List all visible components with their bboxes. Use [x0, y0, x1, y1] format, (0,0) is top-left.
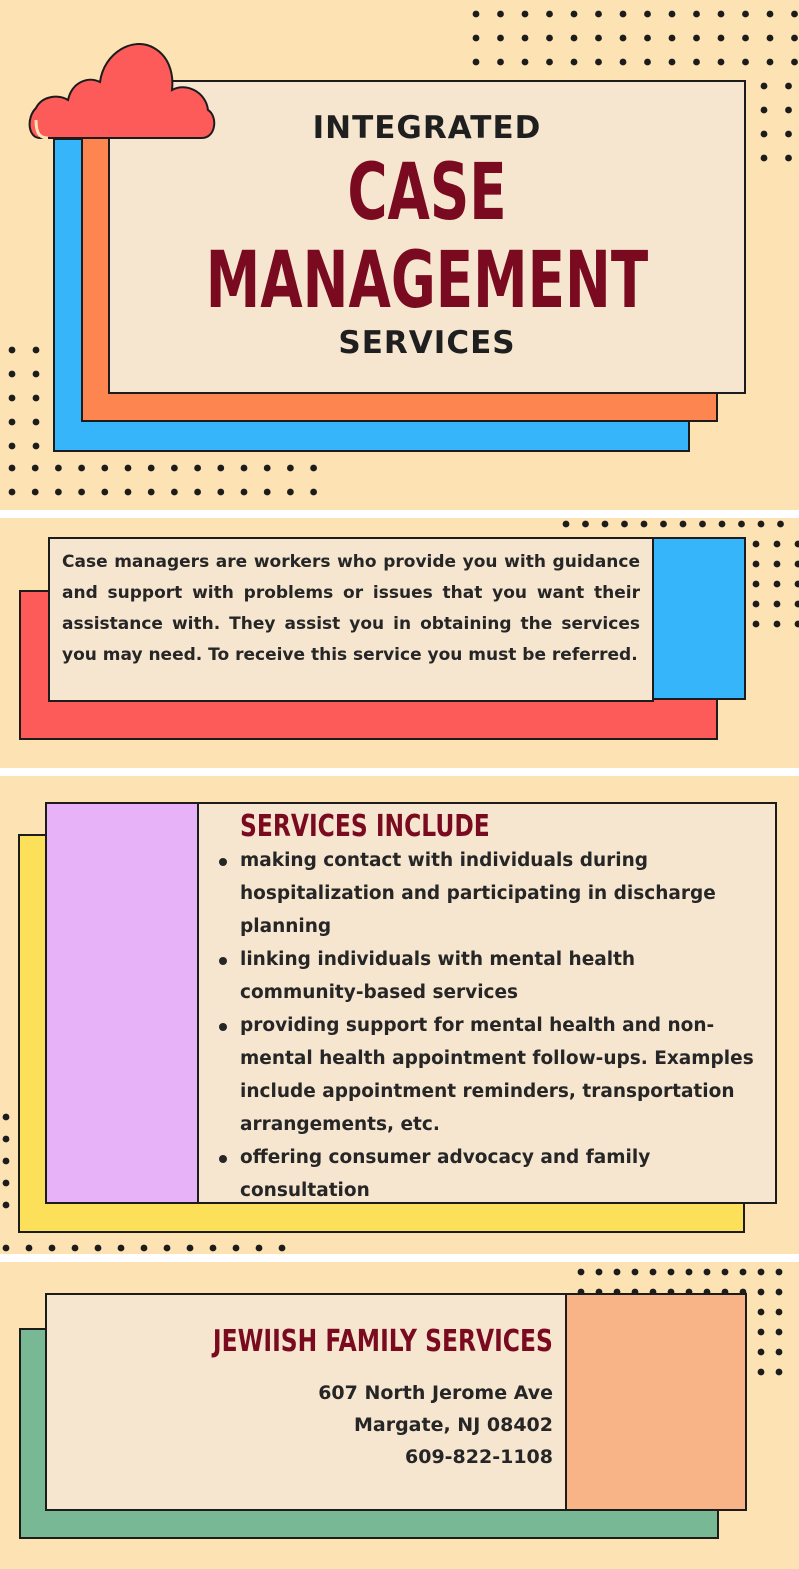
- dot: [571, 59, 578, 66]
- dot: [620, 35, 627, 42]
- dot: [686, 1269, 693, 1276]
- dot: [758, 1329, 765, 1336]
- dot: [742, 59, 749, 66]
- dot: [753, 601, 760, 608]
- dot: [473, 35, 480, 42]
- dot: [722, 1269, 729, 1276]
- dot: [669, 35, 676, 42]
- dot: [776, 1269, 783, 1276]
- dot: [719, 521, 726, 528]
- peach-tab: [564, 1293, 747, 1511]
- intro-section: [0, 518, 799, 768]
- dot: [3, 1136, 10, 1143]
- dot: [287, 465, 294, 472]
- dot: [33, 419, 40, 426]
- dot: [522, 35, 529, 42]
- title-section: [0, 0, 799, 510]
- dot: [774, 541, 781, 548]
- list-item: providing support for mental health and non-mental health appointment follow-ups. Examples include appointment reminders, transportation arrangements, etc.: [219, 1009, 759, 1141]
- title-case: CASE: [347, 148, 507, 238]
- org-name: JEWIISH FAMILY SERVICES: [213, 1324, 553, 1359]
- dot: [95, 1245, 102, 1252]
- dot: [699, 521, 706, 528]
- dot: [217, 489, 224, 496]
- dot: [742, 11, 749, 18]
- dot: [497, 59, 504, 66]
- dot: [632, 1269, 639, 1276]
- dot: [704, 1269, 711, 1276]
- dot: [210, 1245, 217, 1252]
- title-services: SERVICES: [338, 325, 516, 361]
- dot: [78, 465, 85, 472]
- dot: [3, 1180, 10, 1187]
- dot: [33, 371, 40, 378]
- dot: [795, 581, 799, 588]
- dot: [774, 561, 781, 568]
- dot: [473, 11, 480, 18]
- dot: [718, 35, 725, 42]
- services-list: [219, 844, 759, 1207]
- dot: [9, 465, 16, 472]
- dot: [310, 489, 317, 496]
- dot: [595, 11, 602, 18]
- dot: [785, 155, 792, 162]
- title-integrated: INTEGRATED: [312, 110, 542, 146]
- dot: [148, 465, 155, 472]
- dot: [194, 489, 201, 496]
- dot: [32, 465, 39, 472]
- dot: [791, 35, 798, 42]
- dot: [774, 621, 781, 628]
- dot: [785, 107, 792, 114]
- dot: [758, 1369, 765, 1376]
- dot: [785, 83, 792, 90]
- dot: [774, 601, 781, 608]
- dot: [101, 489, 108, 496]
- dot: [795, 541, 799, 548]
- dot: [310, 465, 317, 472]
- dot: [693, 35, 700, 42]
- dot: [118, 1245, 125, 1252]
- dot: [256, 1245, 263, 1252]
- dot: [3, 1114, 10, 1121]
- dot: [32, 489, 39, 496]
- intro-text: Case managers are workers who provide you with guidance and support with problems or issues that you want their assistance with. They assist you in obtaining the services you may need. To receive this service you must be referred.: [62, 552, 640, 665]
- dot: [9, 395, 16, 402]
- title-management: MANAGEMENT: [205, 236, 649, 326]
- dot: [233, 1245, 240, 1252]
- address-city: Margate, NJ 08402: [353, 1414, 553, 1436]
- dot: [761, 83, 768, 90]
- intro-card: [48, 537, 654, 702]
- dot: [141, 1245, 148, 1252]
- dot: [644, 35, 651, 42]
- dot: [497, 11, 504, 18]
- dot: [650, 1269, 657, 1276]
- dot: [563, 521, 570, 528]
- dot: [522, 11, 529, 18]
- dot: [791, 11, 798, 18]
- dot: [72, 1245, 79, 1252]
- dot: [774, 581, 781, 588]
- dot: [761, 131, 768, 138]
- dot: [546, 11, 553, 18]
- dot: [669, 11, 676, 18]
- dot: [621, 521, 628, 528]
- blue-tab: [652, 537, 746, 700]
- dot: [187, 1245, 194, 1252]
- dot: [758, 1289, 765, 1296]
- dot: [795, 601, 799, 608]
- services-section: [0, 776, 799, 1254]
- dot: [795, 561, 799, 568]
- dot: [753, 561, 760, 568]
- list-item: making contact with individuals during hospitalization and participating in discharge planning: [219, 844, 759, 943]
- dot: [669, 59, 676, 66]
- dot: [785, 131, 792, 138]
- dot: [55, 465, 62, 472]
- dot-pattern-bottom: [0, 1242, 300, 1254]
- dot: [718, 59, 725, 66]
- dot: [582, 521, 589, 528]
- dot: [767, 11, 774, 18]
- dot: [125, 465, 132, 472]
- dot: [753, 581, 760, 588]
- dot: [777, 521, 784, 528]
- dot: [3, 1245, 10, 1252]
- contact-section: [0, 1262, 799, 1569]
- dot: [101, 465, 108, 472]
- dot: [742, 35, 749, 42]
- dot: [644, 59, 651, 66]
- dot: [738, 521, 745, 528]
- dot: [776, 1369, 783, 1376]
- dot: [761, 107, 768, 114]
- dot: [776, 1329, 783, 1336]
- dot: [522, 59, 529, 66]
- dot: [776, 1289, 783, 1296]
- dot: [9, 347, 16, 354]
- dot: [758, 1309, 765, 1316]
- cloud-icon: [26, 34, 218, 147]
- dot: [194, 465, 201, 472]
- dot: [33, 347, 40, 354]
- dot: [776, 1349, 783, 1356]
- dot: [3, 1202, 10, 1209]
- dot: [767, 59, 774, 66]
- dot: [49, 1245, 56, 1252]
- phone-number: 609-822-1108: [405, 1446, 553, 1468]
- dot: [767, 35, 774, 42]
- dot: [9, 443, 16, 450]
- dot: [241, 465, 248, 472]
- dot: [473, 59, 480, 66]
- dot: [3, 1158, 10, 1165]
- dot: [264, 489, 271, 496]
- dot: [546, 59, 553, 66]
- dot: [148, 489, 155, 496]
- services-card: [197, 802, 777, 1204]
- dot: [795, 621, 799, 628]
- dot: [9, 371, 16, 378]
- dot: [668, 1269, 675, 1276]
- dot: [33, 395, 40, 402]
- dot: [660, 521, 667, 528]
- dot: [78, 489, 85, 496]
- dot: [217, 465, 224, 472]
- purple-tab: [45, 802, 199, 1204]
- dot: [614, 1269, 621, 1276]
- dot: [578, 1269, 585, 1276]
- dot: [753, 541, 760, 548]
- dot: [546, 35, 553, 42]
- dot: [287, 489, 294, 496]
- dot: [164, 1245, 171, 1252]
- dot: [279, 1245, 286, 1252]
- dot: [33, 443, 40, 450]
- dot: [693, 11, 700, 18]
- dot: [26, 1245, 33, 1252]
- dot-pattern-left-vertical: [0, 1111, 12, 1221]
- dot: [791, 59, 798, 66]
- dot: [718, 11, 725, 18]
- dot: [9, 419, 16, 426]
- dot: [641, 521, 648, 528]
- dot: [9, 489, 16, 496]
- dot: [571, 11, 578, 18]
- dot: [680, 521, 687, 528]
- dot: [55, 489, 62, 496]
- address-street: 607 North Jerome Ave: [318, 1382, 553, 1404]
- dot: [740, 1269, 747, 1276]
- dot: [602, 521, 609, 528]
- dot: [758, 521, 765, 528]
- list-item: linking individuals with mental health community-based services: [219, 943, 759, 1009]
- dot: [497, 35, 504, 42]
- dot: [171, 465, 178, 472]
- dot: [620, 59, 627, 66]
- dot: [125, 489, 132, 496]
- list-item: offering consumer advocacy and family consultation: [219, 1141, 759, 1207]
- dot: [596, 1269, 603, 1276]
- dot: [171, 489, 178, 496]
- services-heading: SERVICES INCLUDE: [240, 809, 490, 844]
- dot: [595, 35, 602, 42]
- dot: [241, 489, 248, 496]
- dot: [776, 1309, 783, 1316]
- dot: [571, 35, 578, 42]
- dot: [595, 59, 602, 66]
- dot: [753, 621, 760, 628]
- dot: [693, 59, 700, 66]
- address-block: [318, 1377, 553, 1473]
- dot: [758, 1269, 765, 1276]
- dot: [761, 155, 768, 162]
- dot: [620, 11, 627, 18]
- dot: [758, 1349, 765, 1356]
- dot: [264, 465, 271, 472]
- dot: [644, 11, 651, 18]
- contact-card: [45, 1293, 567, 1511]
